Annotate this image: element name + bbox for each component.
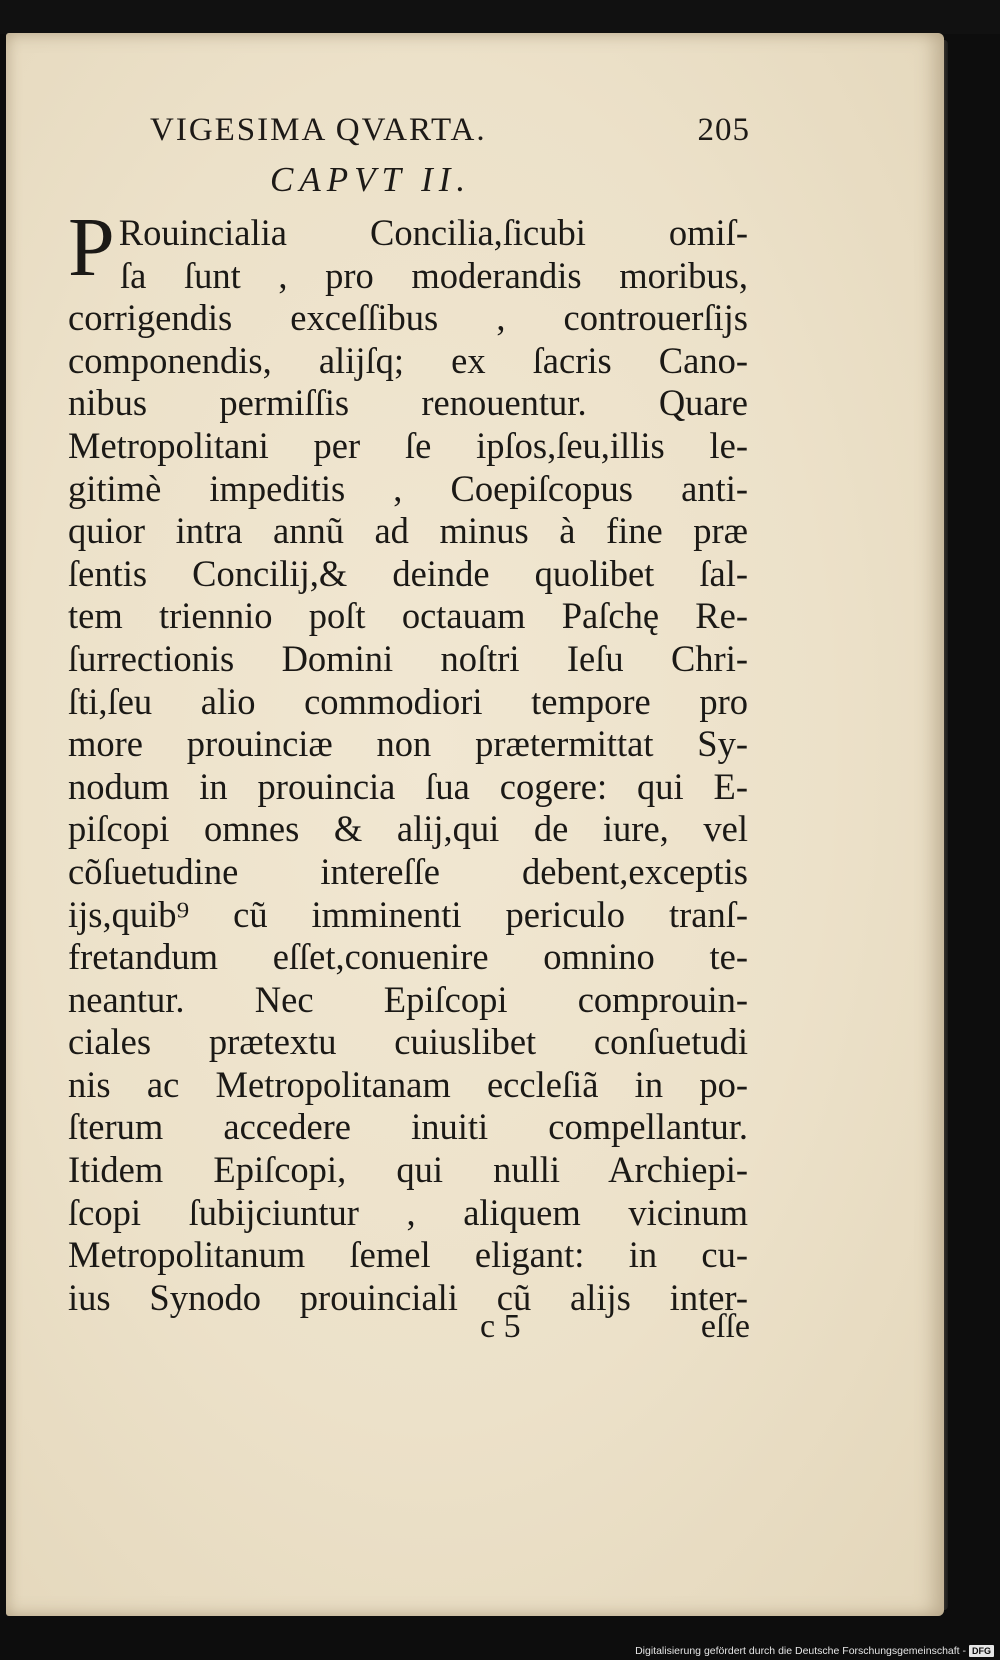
text-line: ſa ſunt , pro moderandis moribus, [120, 254, 748, 296]
text-line: ciales prætextu cuiuslibet conſuetudi [68, 1021, 748, 1063]
dfg-logo: DFG [969, 1645, 994, 1657]
text-line: nodum in prouincia ſua cogere: qui E- [68, 765, 748, 807]
text-line: ſurrectionis Domini noſtri Ieſu Chri- [68, 637, 748, 679]
text-line: corrigendis exceſſibus , controuerſijs [68, 297, 748, 339]
text-line: ius Synodo prouinciali cũ alijs inter- [68, 1276, 748, 1318]
page-number: 205 [697, 112, 750, 148]
text-line: nis ac Metropolitanam eccleſiã in po- [68, 1063, 748, 1105]
scan-background-top [0, 0, 1000, 34]
text-line: ſterum accedere inuiti compellantur. [68, 1106, 748, 1148]
text-line: Rouincialia Concilia,ſicubi omiſ- [118, 212, 748, 253]
text-line: fretandum eſſet,conuenire omnino te- [68, 936, 748, 978]
text-line: nibus permiſſis renouentur. Quare [68, 382, 748, 424]
text-line: cõſuetudine intereſſe debent,exceptis [68, 850, 748, 892]
text-line: Itidem Epiſcopi, qui nulli Archiepi- [68, 1149, 748, 1191]
text-line: componendis, alijſq; ex ſacris Cano- [68, 339, 748, 381]
digitization-credit: Digitalisierung gefördert durch die Deutsche Forschungsgemeinschaft - [635, 1645, 966, 1657]
text-line: ſcopi ſubijciuntur , aliquem vicinum [68, 1191, 748, 1233]
text-line: Metropolitanum ſemel eligant: in cu- [68, 1234, 748, 1276]
text-line: more prouinciæ non prætermittat Sy- [68, 723, 748, 765]
digitization-credit-bar [0, 1642, 1000, 1660]
chapter-heading: CAPVT II. [270, 160, 472, 199]
running-title: VIGESIMA QVARTA. [150, 112, 487, 148]
body-text [68, 201, 748, 1319]
text-line: gitimè impeditis , Coepiſcopus anti- [68, 467, 748, 509]
text-line: piſcopi omnes & alij,qui de iure, vel [68, 808, 748, 850]
text-line: tem triennio poſt octauam Paſchę Re- [68, 595, 748, 637]
running-head [150, 112, 750, 149]
drop-initial: P [68, 201, 115, 294]
text-line: ſentis Concilij,& deinde quolibet ſal- [68, 552, 748, 594]
text-line: quior intra annũ ad minus à fine præ [68, 510, 748, 552]
text-line: neantur. Nec Epiſcopi comprouin- [68, 978, 748, 1020]
page-footer [480, 1308, 750, 1346]
text-line: ijs,quib⁹ cũ imminenti periculo tranſ- [68, 893, 748, 935]
catchword: eſſe [700, 1308, 750, 1345]
text-line: Metropolitani per ſe ipſos,ſeu,illis le- [68, 424, 748, 466]
signature-mark: c 5 [480, 1308, 521, 1345]
text-line: ſti,ſeu alio commodiori tempore pro [68, 680, 748, 722]
